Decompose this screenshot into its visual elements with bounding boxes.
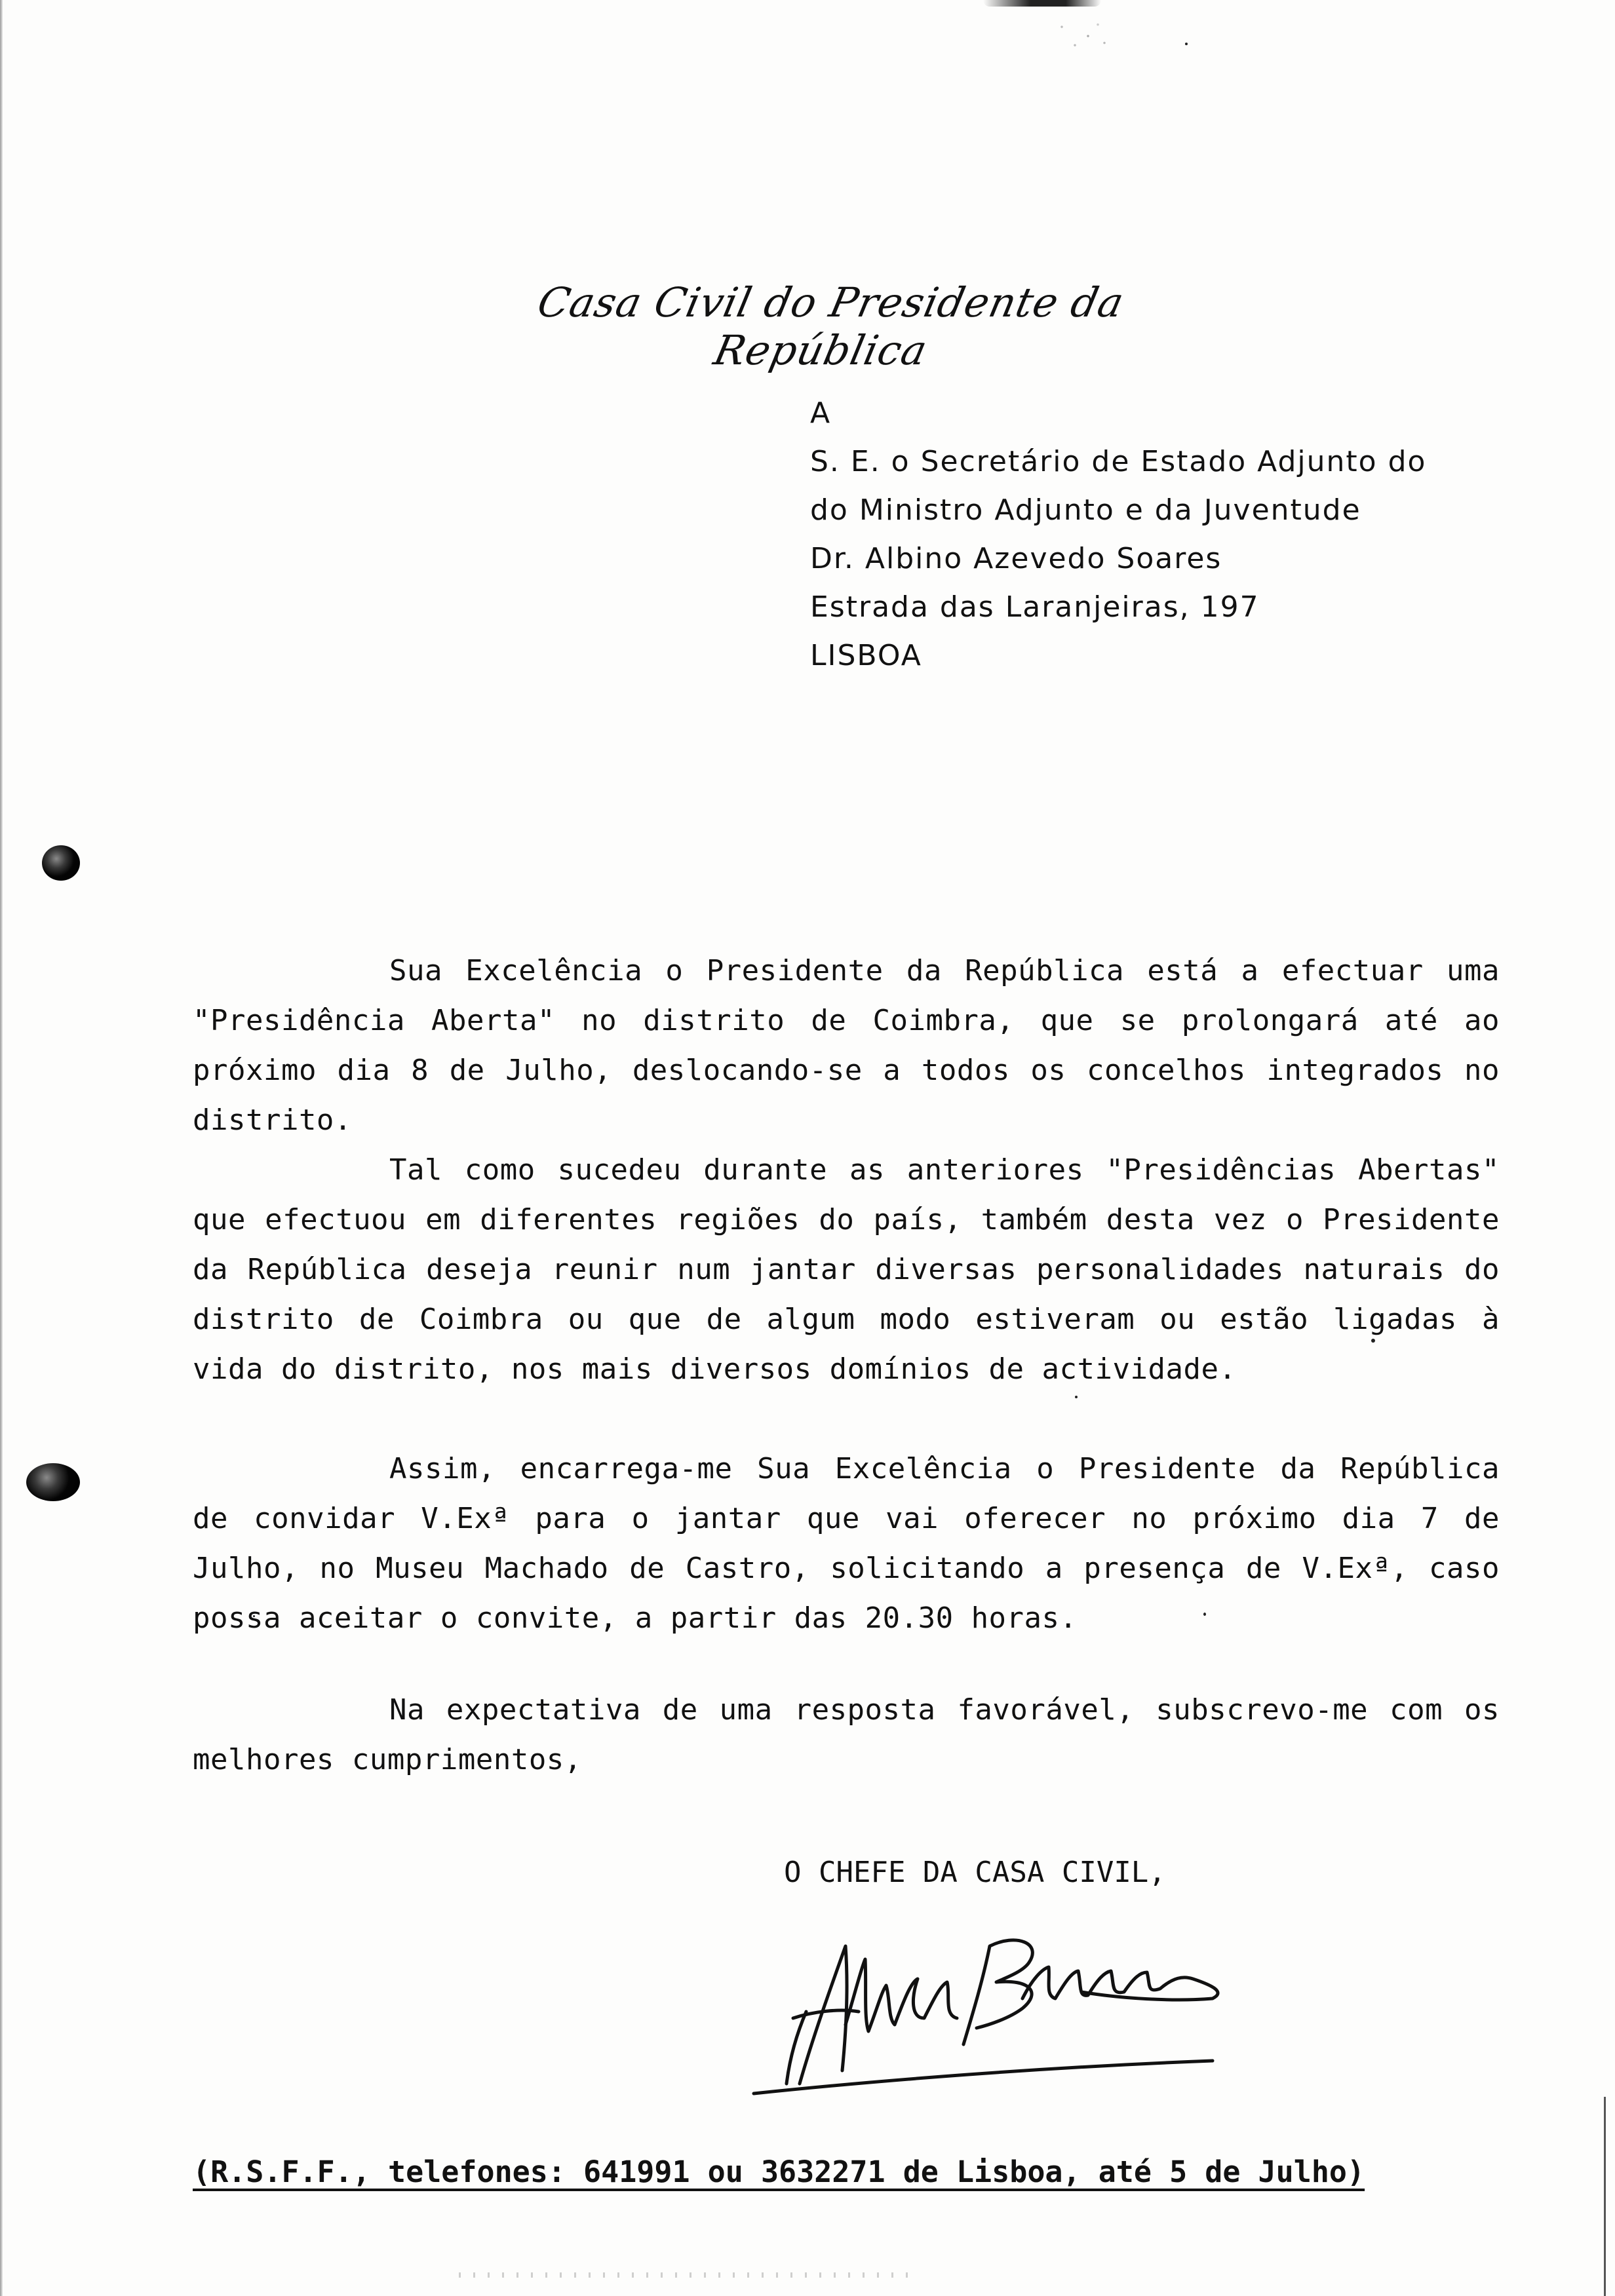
letterhead-title: Casa Civil do Presidente da República (533, 278, 1129, 374)
recipient-line: LISBOA (810, 639, 922, 672)
recipient-line: do Ministro Adjunto e da Juventude (810, 493, 1361, 527)
punch-hole-top (42, 845, 80, 881)
scan-edge-left (0, 0, 3, 2296)
body-paragraph: Assim, encarrega-me Sua Excelência o Presidente da República de convidar V.Exª para o jantar que vai oferecer no próximo dia 7 de Julho, no Museu Machado de Castro, solicitando a presença de V.Exª, caso possa aceitar o convite, a partir das 20.30 horas. (193, 1452, 1500, 1635)
scan-smudge-top (983, 0, 1101, 7)
closing-title: O CHEFE DA CASA CIVIL, (784, 1856, 1166, 1889)
scan-speckle (1049, 13, 1114, 59)
handwritten-signature (714, 1920, 1239, 2103)
body-paragraph: Na expectativa de uma resposta favorável, subscrevo-me com os melhores cumprimentos, (193, 1693, 1500, 1776)
recipient-line: S. E. o Secretário de Estado Adjunto do (810, 445, 1427, 478)
body-paragraph: Sua Excelência o Presidente da República está a efectuar uma "Presidência Aberta" no distrito de Coimbra, que se prolongará até ao próximo dia 8 de Julho, deslocando-se a todos os concelhos integrados no distrito. (193, 954, 1500, 1137)
recipient-line: A (810, 396, 832, 430)
ink-speck (1075, 1396, 1078, 1398)
punch-hole-bottom (26, 1463, 80, 1501)
recipient-line: Estrada das Laranjeiras, 197 (810, 590, 1260, 624)
scan-edge-right (1604, 2097, 1606, 2296)
ink-speck (1185, 43, 1188, 45)
recipient-line: Dr. Albino Azevedo Soares (810, 542, 1222, 575)
body-paragraph: Tal como sucedeu durante as anteriores "Presidências Abertas" que efectuou em diferentes regiões do país, também desta vez o Presidente da República deseja reunir num jantar diversas personalidades naturais do distrito de Coimbra ou que de algum modo estiveram ou estão ligadas à vida do distrito, nos mais diversos domínios de actividade. (193, 1153, 1500, 1386)
recipient-address (810, 389, 1426, 680)
scan-noise-bottom (459, 2272, 918, 2278)
footer-rsvp-note: (R.S.F.F., telefones: 641991 ou 3632271 de Lisboa, até 5 de Julho) (193, 2154, 1365, 2189)
